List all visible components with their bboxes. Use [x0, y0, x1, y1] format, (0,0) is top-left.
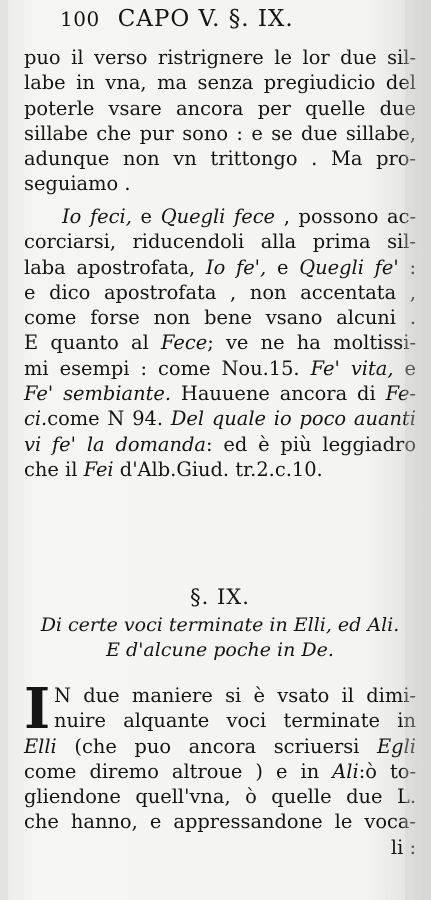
- text-line: [24, 759, 416, 784]
- italic-run: ci.: [24, 407, 48, 431]
- italic-run: vi fe' la domanda: [24, 432, 206, 456]
- paragraph-section-ix: [24, 676, 416, 860]
- italic-run: Del quale io poco auanti: [170, 407, 416, 431]
- text-line: [24, 432, 416, 457]
- text-run: mi esempi : come Nou.15.: [24, 356, 311, 380]
- text-run: come diremo altroue ) e in: [24, 759, 333, 783]
- italic-run: Fei: [83, 457, 114, 481]
- text-line: gliendone quell'vna, ò quelle due L.: [24, 785, 416, 809]
- section-subtitle: [24, 613, 416, 663]
- text-line: labe in vna, ma senza pregiudicio del: [24, 71, 416, 95]
- text-line: [24, 457, 416, 482]
- text-run: ; ve ne ha moltissi-: [207, 331, 416, 355]
- italic-run: Quegli fece: [160, 205, 276, 228]
- text-line: corciarsi, riducendoli alla prima sil-: [24, 230, 416, 254]
- text-line: e dico apostrofata , non accentata ,: [24, 280, 416, 304]
- italic-run: Io fe',: [205, 255, 267, 279]
- text-line: sillabe che pur sono : e se due sillabe,: [24, 121, 416, 145]
- text-run: che il: [24, 457, 84, 481]
- paragraph-io-feci: [24, 204, 416, 482]
- text-line: [24, 406, 416, 431]
- text-run: :: [398, 255, 416, 279]
- section-heading: §. IX.: [190, 585, 250, 609]
- gutter-shadow: [0, 0, 8, 900]
- italic-run: Io feci,: [62, 205, 132, 228]
- text-run: (che puo ancora scriuersi: [56, 734, 378, 758]
- paragraph-continuation: [24, 45, 416, 197]
- text-run: e: [393, 356, 417, 380]
- text-line: [24, 255, 416, 280]
- page-header: [60, 6, 415, 32]
- text-line: N due maniere si è vsato il dimi-: [54, 684, 416, 707]
- text-run: Hauuene ancora di: [171, 382, 386, 406]
- text-run: :ò to-: [358, 759, 416, 783]
- subtitle-line: Di certe voci terminate in Elli, ed Ali.: [40, 614, 400, 636]
- text-line: [24, 734, 416, 759]
- text-line: [24, 356, 416, 381]
- text-line: adunque non vn trittongo . Ma pro-: [24, 147, 416, 171]
- drop-cap: I: [24, 676, 51, 742]
- text-run: : ed è più leggiadro: [205, 432, 417, 456]
- italic-run: Fece: [161, 331, 208, 355]
- italic-run: Egli: [377, 734, 416, 758]
- italic-run: Fe-: [385, 382, 416, 406]
- text-run: e: [266, 255, 300, 279]
- text-line: che hanno, e appressandone le voca-: [24, 810, 416, 834]
- text-line: puo il verso ristrignere le lor due sil-: [24, 46, 416, 69]
- text-run: laba apostrofata,: [24, 255, 206, 279]
- italic-run: Quegli fe': [299, 255, 399, 279]
- italic-run: Fe' vita,: [310, 356, 394, 380]
- subtitle-line: E d'alcune poche in De.: [106, 639, 334, 661]
- text-run: d'Alb.Giud. tr.2.c.10.: [113, 457, 323, 481]
- text-line: [24, 381, 416, 406]
- italic-run: Elli: [24, 734, 57, 758]
- page-number: 100: [60, 7, 100, 31]
- text-line: seguiamo .: [24, 172, 131, 196]
- text-run: e: [131, 205, 161, 228]
- text-line: poterle vsare ancora per quelle due: [24, 96, 416, 120]
- text-line: li :: [390, 835, 416, 859]
- text-run: , possono ac-: [275, 205, 417, 228]
- text-line: nuire alquante voci terminate in: [54, 709, 416, 733]
- text-run: E quanto al: [24, 331, 161, 355]
- running-head: CAPO V. §. IX.: [117, 6, 294, 32]
- text-run: come N 94.: [47, 407, 171, 431]
- italic-run: Fe' sembiante.: [24, 382, 172, 406]
- text-line: [24, 330, 416, 355]
- text-line: come forse non bene vsano alcuni .: [24, 306, 416, 330]
- text-line: [24, 204, 416, 229]
- italic-run: Ali: [332, 759, 359, 783]
